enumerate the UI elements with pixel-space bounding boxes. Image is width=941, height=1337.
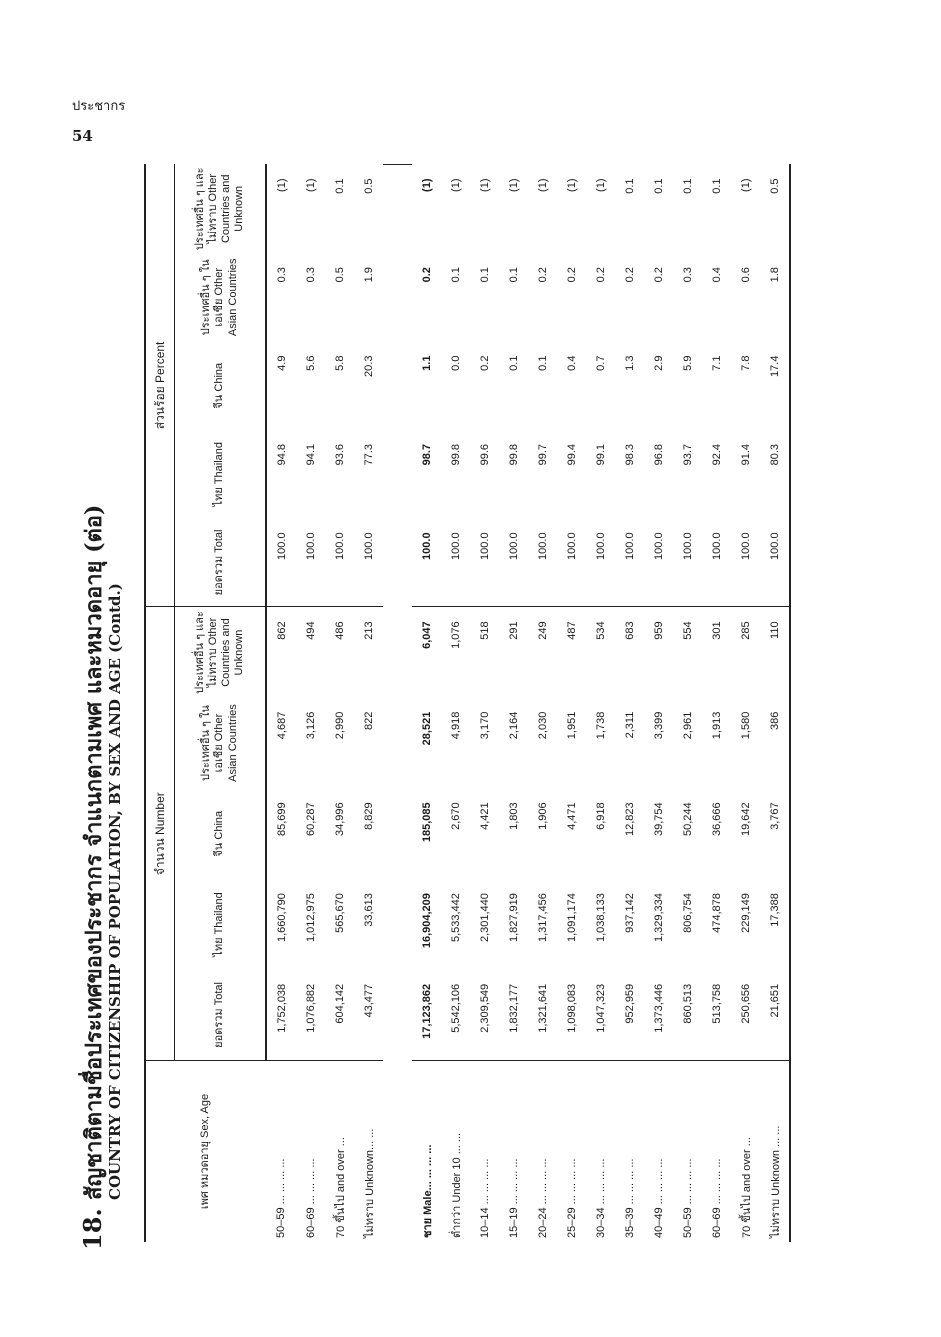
- number-cell: 1,832,177: [507, 983, 520, 1033]
- citizenship-table: [144, 164, 791, 1242]
- number-cell: 60,287: [304, 802, 317, 837]
- table-row: [325, 165, 354, 1243]
- percent-cell: 100.0: [296, 518, 325, 606]
- percent-cell: 0.1: [507, 355, 520, 371]
- number-cell: 1,098,083: [565, 983, 578, 1033]
- row-label: 30–34 ... ... ... ...: [586, 1061, 615, 1242]
- number-cell: 8,829: [362, 802, 375, 830]
- number-cell: 17,123,862: [420, 983, 433, 1039]
- percent-cell: 0.0: [449, 355, 462, 371]
- page-number: 54: [72, 127, 93, 145]
- spacer-row: [383, 165, 412, 1243]
- header-total-percent: ยอดรวม Total: [175, 518, 267, 606]
- percent-cell: 99.7: [536, 443, 549, 466]
- number-cell: 213: [362, 621, 375, 640]
- table-row: [760, 165, 790, 1243]
- running-header: ประชากร: [72, 99, 126, 114]
- header-other-asian-number: ประเทศอื่น ๆ ในเอเชีย Other Asian Countries: [175, 698, 267, 789]
- number-cell: 1,373,446: [652, 983, 665, 1033]
- number-cell: 249: [536, 621, 549, 640]
- number-cell: 85,699: [275, 802, 288, 837]
- percent-cell: 93.7: [681, 443, 694, 466]
- number-cell: 1,906: [536, 802, 549, 830]
- number-cell: 1,012,975: [304, 893, 317, 943]
- percent-cell: 0.5: [362, 178, 375, 194]
- percent-cell: 0.1: [449, 267, 462, 283]
- row-label: 40–49 ... ... ... ...: [644, 1061, 673, 1242]
- percent-cell: 4.9: [275, 355, 288, 371]
- percent-cell: 92.4: [710, 443, 723, 466]
- percent-cell: 0.1: [333, 178, 346, 194]
- number-cell: 1,317,456: [536, 893, 549, 943]
- number-cell: 1,321,641: [536, 983, 549, 1033]
- percent-cell: 2.9: [652, 355, 665, 371]
- percent-cell: 1.3: [623, 355, 636, 371]
- number-cell: 21,651: [760, 970, 790, 1061]
- number-cell: 822: [362, 711, 375, 731]
- number-cell: 1,951: [565, 711, 578, 740]
- number-cell: 494: [304, 621, 317, 640]
- percent-cell: 0.5: [333, 267, 346, 283]
- number-cell: 301: [710, 621, 723, 640]
- percent-cell: 98.7: [420, 443, 433, 466]
- percent-cell: (1): [420, 178, 433, 192]
- table-row: [673, 165, 702, 1243]
- number-cell: 1,038,133: [594, 893, 607, 943]
- table-row: [412, 165, 441, 1243]
- number-cell: 386: [760, 698, 790, 789]
- number-cell: 3,126: [304, 711, 317, 740]
- number-cell: 33,613: [362, 893, 375, 927]
- header-sex-age: เพศ หมวดอายุ Sex, Age: [145, 1061, 266, 1242]
- number-cell: 2,990: [333, 711, 346, 740]
- number-cell: 39,754: [652, 802, 665, 837]
- percent-cell: 0.2: [478, 355, 491, 371]
- percent-cell: 100.0: [325, 518, 354, 606]
- percent-cell: 99.8: [449, 443, 462, 466]
- row-label: 20–24 ... ... ... ...: [528, 1061, 557, 1242]
- percent-cell: 0.3: [275, 267, 288, 283]
- number-cell: 952,959: [623, 983, 636, 1024]
- percent-cell: (1): [739, 178, 752, 192]
- number-cell: 36,666: [710, 802, 723, 837]
- table-title-thai: สัญชาติตามชื่อประเทศของประชากร จำแนกตามเพศ และหมวดอายุ (ต่อ): [81, 504, 107, 1200]
- number-cell: 474,878: [710, 893, 723, 933]
- number-cell: 2,670: [449, 802, 462, 830]
- number-cell: 2,301,440: [478, 893, 491, 943]
- number-cell: 12,823: [623, 802, 636, 837]
- table-row: [615, 165, 644, 1243]
- number-cell: 3,767: [760, 788, 790, 879]
- row-label: 70 ขึ้นไป and over ...: [325, 1061, 354, 1242]
- number-cell: 1,580: [739, 711, 752, 740]
- number-cell: 3,399: [652, 711, 665, 740]
- number-cell: 860,513: [681, 983, 694, 1024]
- percent-cell: 99.4: [565, 443, 578, 466]
- number-cell: 565,670: [333, 893, 346, 933]
- number-cell: 1,738: [594, 711, 607, 740]
- percent-cell: (1): [594, 178, 607, 192]
- header-china-number: จีน China: [175, 788, 267, 879]
- number-cell: 518: [478, 621, 491, 640]
- percent-cell: 7.1: [710, 355, 723, 371]
- number-cell: 185,085: [420, 802, 433, 843]
- row-label: 25–29 ... ... ... ...: [557, 1061, 586, 1242]
- number-cell: 50,244: [681, 802, 694, 837]
- percent-cell: 100.0: [760, 518, 790, 606]
- percent-cell: 98.3: [623, 443, 636, 466]
- number-cell: 250,656: [739, 983, 752, 1024]
- number-cell: 2,030: [536, 711, 549, 740]
- percent-cell: 5.9: [681, 355, 694, 371]
- percent-cell: (1): [565, 178, 578, 192]
- percent-cell: 93.6: [333, 443, 346, 466]
- number-cell: 17,388: [760, 879, 790, 970]
- row-label: ต่ำกว่า Under 10 ... ...: [441, 1061, 470, 1242]
- percent-cell: 0.6: [739, 267, 752, 283]
- percent-cell: 0.5: [760, 165, 790, 254]
- percent-cell: 100.0: [528, 518, 557, 606]
- number-cell: 43,477: [362, 983, 375, 1018]
- row-label: ไม่ทราบ Unknown... ...: [354, 1061, 383, 1242]
- percent-cell: 77.3: [362, 443, 375, 466]
- number-cell: 1,660,790: [275, 893, 288, 943]
- percent-cell: 17.4: [760, 342, 790, 430]
- number-cell: 5,542,106: [449, 983, 462, 1033]
- table-row: [557, 165, 586, 1243]
- percent-cell: 0.1: [652, 178, 665, 194]
- header-thailand-percent: ไทย Thailand: [175, 430, 267, 518]
- header-total-number: ยอดรวม Total: [175, 970, 267, 1061]
- number-cell: 19,642: [739, 802, 752, 837]
- percent-cell: 7.8: [739, 355, 752, 371]
- percent-cell: 0.1: [507, 267, 520, 283]
- table-row: [354, 165, 383, 1243]
- percent-cell: (1): [536, 178, 549, 192]
- percent-cell: 80.3: [760, 430, 790, 518]
- percent-cell: 100.0: [586, 518, 615, 606]
- percent-cell: 0.4: [565, 355, 578, 371]
- number-cell: 1,047,323: [594, 983, 607, 1033]
- percent-cell: 91.4: [739, 443, 752, 466]
- number-cell: 2,309,549: [478, 983, 491, 1033]
- percent-cell: (1): [275, 178, 288, 192]
- header-other-unknown-percent: ประเทศอื่น ๆ และไม่ทราบ Other Countries and Unknown: [175, 165, 267, 254]
- row-label: 70 ขึ้นไป and over ...: [731, 1061, 760, 1242]
- number-cell: 554: [681, 621, 694, 640]
- percent-cell: 100.0: [470, 518, 499, 606]
- percent-cell: 99.6: [478, 443, 491, 466]
- percent-cell: 100.0: [702, 518, 731, 606]
- table-row: [702, 165, 731, 1243]
- percent-cell: 0.1: [623, 178, 636, 194]
- percent-cell: 100.0: [412, 518, 441, 606]
- table-row: [296, 165, 325, 1243]
- percent-cell: 0.3: [304, 267, 317, 283]
- percent-cell: 99.1: [594, 443, 607, 466]
- percent-cell: 0.1: [681, 178, 694, 194]
- percent-cell: 99.8: [507, 443, 520, 466]
- percent-cell: 100.0: [354, 518, 383, 606]
- number-cell: 959: [652, 621, 665, 640]
- percent-cell: 0.1: [536, 355, 549, 371]
- percent-cell: (1): [507, 178, 520, 192]
- table-row: [470, 165, 499, 1243]
- table-row: [586, 165, 615, 1243]
- number-cell: 16,904,209: [420, 893, 433, 949]
- percent-cell: 1.9: [362, 267, 375, 283]
- number-cell: 1,329,334: [652, 893, 665, 943]
- header-number-group: จำนวน Number: [145, 607, 175, 1061]
- number-cell: 1,076,882: [304, 983, 317, 1033]
- number-cell: 285: [739, 621, 752, 640]
- row-label: 15–19 ... ... ... ...: [499, 1061, 528, 1242]
- number-cell: 1,091,174: [565, 893, 578, 943]
- number-cell: 937,142: [623, 893, 636, 933]
- table-row: [528, 165, 557, 1243]
- percent-cell: 5.8: [333, 355, 346, 371]
- number-cell: 683: [623, 621, 636, 640]
- percent-cell: 100.0: [644, 518, 673, 606]
- number-cell: 6,918: [594, 802, 607, 830]
- number-cell: 862: [275, 621, 288, 640]
- number-cell: 2,961: [681, 711, 694, 740]
- number-cell: 604,142: [333, 983, 346, 1024]
- number-cell: 28,521: [420, 711, 433, 746]
- table-row: [644, 165, 673, 1243]
- table-body: [266, 165, 790, 1243]
- percent-cell: 0.2: [536, 267, 549, 283]
- percent-cell: 0.4: [710, 267, 723, 283]
- table-row: [499, 165, 528, 1243]
- number-cell: 2,311: [623, 711, 636, 739]
- percent-cell: 100.0: [615, 518, 644, 606]
- number-cell: 1,803: [507, 802, 520, 830]
- number-cell: 1,076: [449, 621, 462, 649]
- number-cell: 4,687: [275, 711, 288, 740]
- number-cell: 110: [760, 607, 790, 698]
- percent-cell: 100.0: [557, 518, 586, 606]
- row-label: 35–39 ... ... ... ...: [615, 1061, 644, 1242]
- header-other-unknown-number: ประเทศอื่น ๆ และไม่ทราบ Other Countries and Unknown: [175, 607, 267, 698]
- number-cell: 5,533,442: [449, 893, 462, 943]
- number-cell: 1,752,038: [275, 983, 288, 1033]
- number-cell: 4,471: [565, 802, 578, 830]
- table-row: [441, 165, 470, 1243]
- percent-cell: 0.1: [710, 178, 723, 194]
- percent-cell: 94.1: [304, 443, 317, 466]
- percent-cell: (1): [449, 178, 462, 192]
- number-cell: 534: [594, 621, 607, 640]
- percent-cell: 94.8: [275, 443, 288, 466]
- rotated-page-content: [70, 150, 870, 1250]
- number-cell: 4,421: [478, 802, 491, 830]
- percent-cell: 0.2: [594, 267, 607, 283]
- number-cell: 229,149: [739, 893, 752, 933]
- spacer-cell: [383, 165, 412, 1243]
- number-cell: 4,918: [449, 711, 462, 740]
- percent-cell: 5.6: [304, 355, 317, 371]
- number-cell: 486: [333, 621, 346, 640]
- header-percent-group: ส่วนร้อย Percent: [145, 165, 175, 607]
- table-number: 18.: [78, 1208, 107, 1250]
- percent-cell: 0.1: [478, 267, 491, 283]
- table-row: [731, 165, 760, 1243]
- header-china-percent: จีน China: [175, 342, 267, 430]
- row-label: ชาย Male... ... ... ...: [412, 1061, 441, 1242]
- percent-cell: 100.0: [673, 518, 702, 606]
- percent-cell: (1): [304, 178, 317, 192]
- number-cell: 806,754: [681, 893, 694, 933]
- number-cell: 1,913: [710, 711, 723, 740]
- row-label: 60–69 ... ... ... ...: [296, 1061, 325, 1242]
- row-label: ไม่ทราบ Unknown ... ...: [760, 1061, 790, 1242]
- percent-cell: 0.2: [420, 267, 433, 283]
- number-cell: 3,170: [478, 711, 491, 740]
- percent-cell: 100.0: [266, 518, 296, 606]
- percent-cell: 0.2: [623, 267, 636, 283]
- number-cell: 2,164: [507, 711, 520, 740]
- percent-cell: 100.0: [499, 518, 528, 606]
- number-cell: 291: [507, 621, 520, 640]
- percent-cell: 0.2: [565, 267, 578, 283]
- percent-cell: 96.8: [652, 443, 665, 466]
- number-cell: 487: [565, 621, 578, 640]
- number-cell: 34,996: [333, 802, 346, 837]
- number-cell: 6,047: [420, 621, 433, 649]
- header-other-asian-percent: ประเทศอื่น ๆ ในเอเชีย Other Asian Countries: [175, 253, 267, 341]
- table-title-english: COUNTRY OF CITIZENSHIP OF POPULATION, BY SEX AND AGE (Contd.): [106, 583, 124, 1200]
- header-thailand-number: ไทย Thailand: [175, 879, 267, 970]
- percent-cell: 1.1: [420, 355, 433, 371]
- table-row: [266, 165, 296, 1243]
- percent-cell: 1.8: [760, 253, 790, 341]
- row-label: 10–14 ... ... ... ...: [470, 1061, 499, 1242]
- percent-cell: 0.3: [681, 267, 694, 283]
- row-label: 50–59 ... ... ... ...: [673, 1061, 702, 1242]
- number-cell: 513,758: [710, 983, 723, 1024]
- percent-cell: 0.7: [594, 355, 607, 371]
- percent-cell: (1): [478, 178, 491, 192]
- percent-cell: 20.3: [362, 355, 375, 377]
- percent-cell: 100.0: [441, 518, 470, 606]
- row-label: 50–59 ... ... ... ...: [266, 1061, 296, 1242]
- percent-cell: 100.0: [731, 518, 760, 606]
- row-label: 60–69 ... ... ... ...: [702, 1061, 731, 1242]
- percent-cell: 0.2: [652, 267, 665, 283]
- number-cell: 1,827,919: [507, 893, 520, 943]
